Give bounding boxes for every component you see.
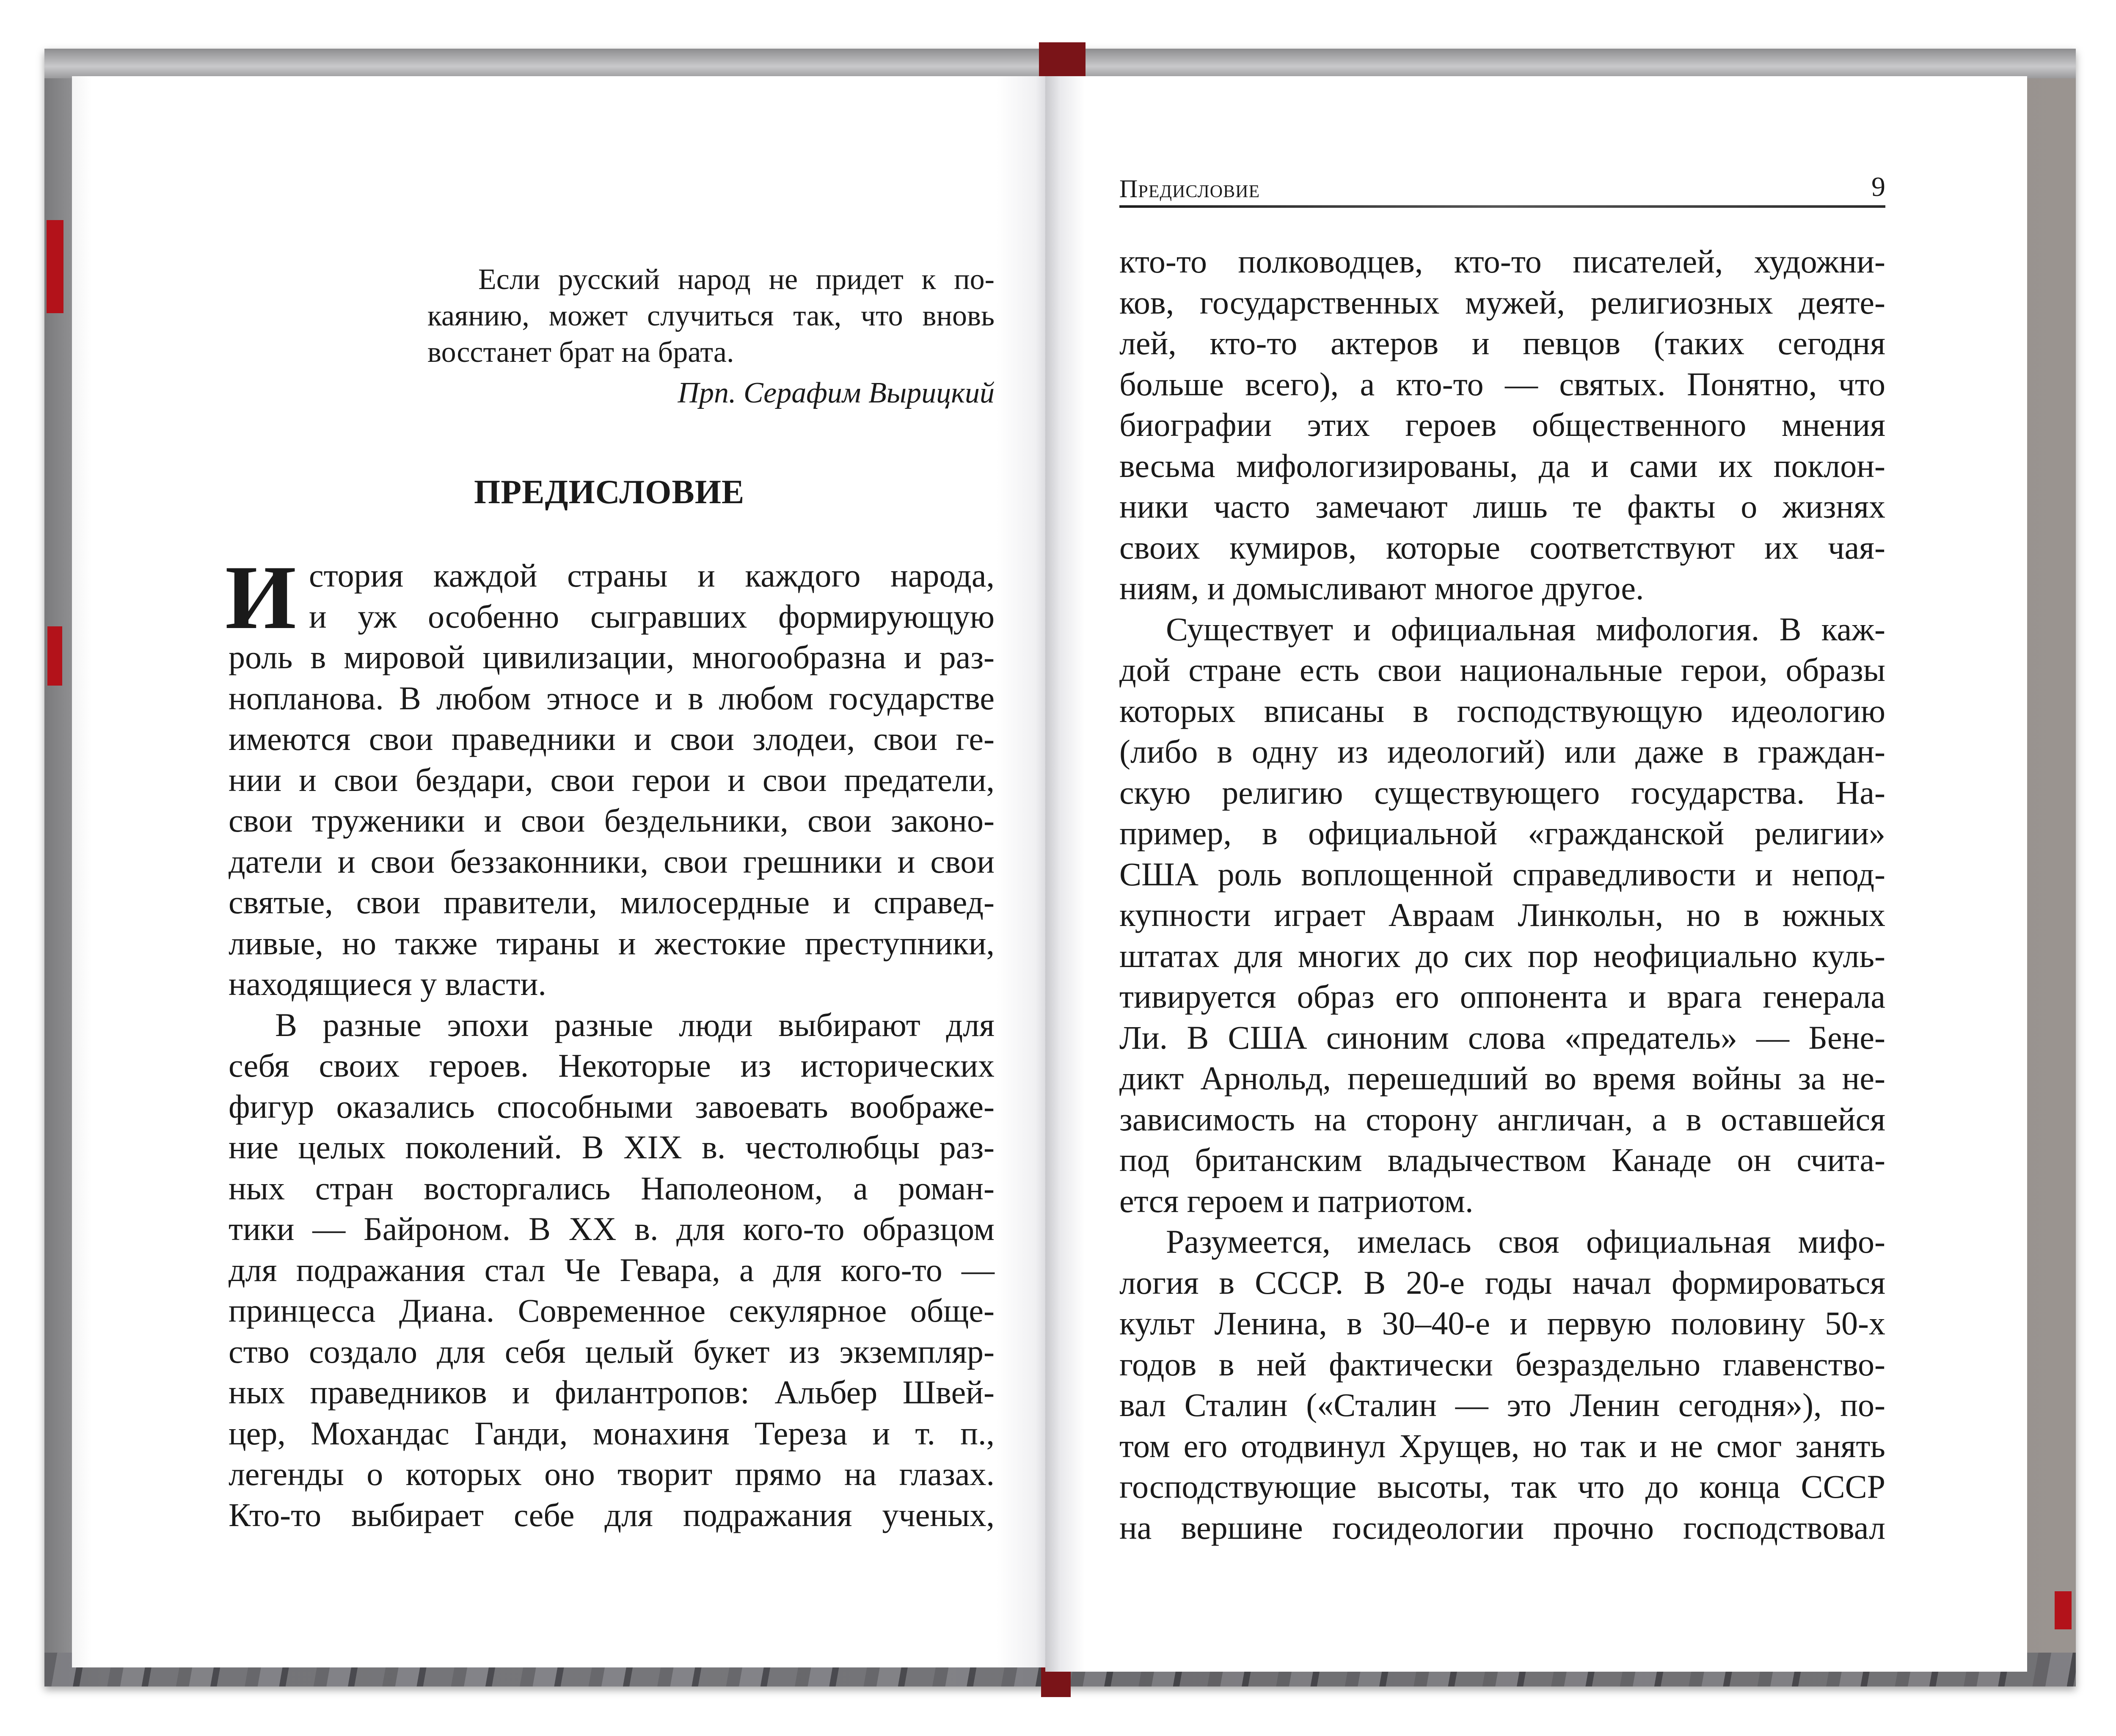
text-line: ство создало для себя целый букет из экземпляр- xyxy=(229,1333,995,1370)
text-line: скую религию существующего государства. На- xyxy=(1119,774,1885,811)
text-line: под британским владычеством Канаде он счита- xyxy=(1119,1141,1885,1178)
running-head xyxy=(1119,171,1885,204)
page-number: 9 xyxy=(1871,171,1885,202)
text-line: которых вписаны в господствующую идеологию xyxy=(1119,692,1885,729)
text-line: дикт Арнольд, перешедший во время войны за не- xyxy=(1119,1060,1885,1097)
text-line: цер, Мохандас Ганди, монахиня Тереза и т. п., xyxy=(229,1414,995,1452)
text-line: кто-то полководцев, кто-то писателей, художни- xyxy=(1119,243,1885,280)
right-page-body xyxy=(1119,241,1885,1548)
epigraph-line: Если русский народ не придет к по- xyxy=(478,263,995,296)
text-line: принцесса Диана. Современное секулярное обще- xyxy=(229,1292,995,1329)
left-page-body xyxy=(225,547,995,1535)
text-line: ется героем и патриотом. xyxy=(1119,1182,1474,1219)
text-line: больше всего), а кто-то — святых. Понятно, что xyxy=(1119,365,1885,402)
text-line: (либо в одну из идеологий) или даже в граждан- xyxy=(1119,733,1885,770)
text-line: святые, свои правители, милосердные и справед- xyxy=(229,884,995,920)
text-line: тики — Байроном. В XX в. для кого-то образцом xyxy=(229,1210,995,1247)
text-line: ние целых поколений. В XIX в. честолюбцы раз- xyxy=(229,1129,995,1166)
text-line: ники часто замечают лишь те факты о жизнях xyxy=(1119,488,1885,525)
text-line: пример, в официальной «гражданской религии» xyxy=(1119,815,1885,851)
text-line: ниям, и домысливают многое другое. xyxy=(1119,570,1644,606)
epigraph xyxy=(427,262,995,409)
text-line: весьма мифологизированы, да и сами их поклон- xyxy=(1119,447,1885,484)
cover-red-mark-left-lower xyxy=(47,626,62,686)
chapter-title: ПРЕДИСЛОВИЕ xyxy=(474,474,745,511)
text-line: зависимость на сторону англичан, а в оставшейся xyxy=(1119,1100,1885,1138)
text-line: В разные эпохи разные люди выбирают для xyxy=(275,1006,995,1043)
running-head-rule xyxy=(1119,205,1885,208)
text-line: штатах для многих до сих пор неофициально куль- xyxy=(1119,937,1885,974)
text-line: годов в ней фактически безраздельно главенство- xyxy=(1119,1345,1885,1383)
epigraph-author: Прп. Серафим Вырицкий xyxy=(678,377,995,409)
text-line: нии и свои бездари, свои герои и свои предатели, xyxy=(229,761,995,798)
text-line: лей, кто-то актеров и певцов (таких сегодня xyxy=(1119,325,1885,361)
text-line: ков, государственных мужей, религиозных деяте- xyxy=(1119,284,1885,321)
running-head-title: Предисловие xyxy=(1119,175,1260,203)
text-line: стория каждой страны и каждого народа, xyxy=(309,557,995,594)
text-line: том его отодвинул Хрущев, но так и не смог занять xyxy=(1119,1427,1885,1464)
text-line: вал Сталин («Сталин — это Ленин сегодня»), по- xyxy=(1119,1386,1885,1423)
text-line: для подражания стал Че Гевара, а для кого-то — xyxy=(229,1251,995,1288)
drop-cap: И xyxy=(225,547,297,648)
text-line: ливые, но также тираны и жестокие преступники, xyxy=(229,924,995,962)
text-line: дой стране есть свои национальные герои, образы xyxy=(1119,651,1885,688)
text-line: господствующие высоты, так что до конца СССР xyxy=(1119,1468,1885,1505)
text-line: своих кумиров, которые соответствуют их чая- xyxy=(1119,529,1885,566)
text-line: имеются свои праведники и свои злодеи, свои ге- xyxy=(229,720,995,757)
text-line: ных праведников и филантропов: Альбер Швей- xyxy=(229,1374,995,1411)
text-line: нопланова. В любом этносе и в любом государстве xyxy=(229,679,995,716)
text-line: находящиеся у власти. xyxy=(229,965,546,1002)
text-line: себя своих героев. Некоторые из исторических xyxy=(229,1047,995,1084)
text-line: на вершине госидеологии прочно господствовал xyxy=(1119,1509,1885,1546)
text-line: логия в СССР. В 20-е годы начал формироваться xyxy=(1119,1264,1885,1301)
text-line: легенды о которых оно творит прямо на глазах. xyxy=(229,1455,995,1492)
text-line: фигур оказались способными завоевать воображе- xyxy=(229,1088,995,1125)
text-line: Ли. В США синоним слова «предатель» — Бене- xyxy=(1119,1019,1885,1056)
text-line: тивируется образ его оппонента и врага генерала xyxy=(1119,978,1885,1015)
text-line: роль в мировой цивилизации, многообразна и раз- xyxy=(229,639,995,675)
text-line: ных стран восторгались Наполеоном, а роман- xyxy=(229,1169,995,1207)
text-line: датели и свои беззаконники, свои грешники и свои xyxy=(229,843,995,880)
epigraph-line: каянию, может случиться так, что вновь xyxy=(427,300,995,332)
text-line: Кто-то выбирает себе для подражания ученых, xyxy=(229,1496,995,1533)
text-line: и уж особенно сыгравших формирующую xyxy=(309,598,995,635)
cover-red-mark-right xyxy=(2055,1591,2072,1629)
cover-red-mark-left xyxy=(47,220,63,313)
text-line: культ Ленина, в 30–40-е и первую половину 50-х xyxy=(1119,1305,1885,1342)
text-line: США роль воплощенной справедливости и непод- xyxy=(1119,855,1885,893)
text-line: свои труженики и свои бездельники, свои законо- xyxy=(229,802,995,839)
text-line: биографии этих героев общественного мнения xyxy=(1119,406,1885,443)
text-line: Существует и официальная мифология. В каж- xyxy=(1166,610,1885,648)
text-line: купности играет Авраам Линкольн, но в южных xyxy=(1119,896,1885,933)
epigraph-line: восстанет брат на брата. xyxy=(427,336,734,369)
text-line: Разумеется, имелась своя официальная мифо- xyxy=(1166,1223,1885,1260)
